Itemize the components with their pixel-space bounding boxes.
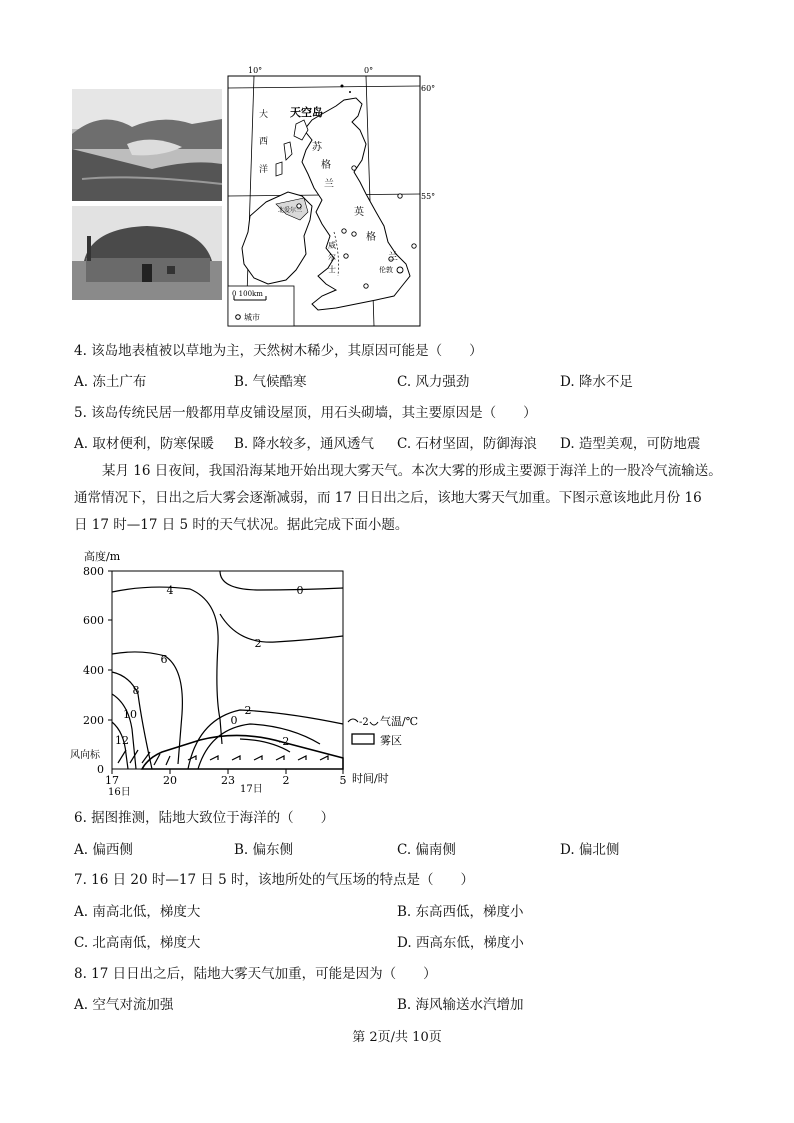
label-6: 6 bbox=[160, 653, 168, 666]
y-tick-400: 400 bbox=[83, 664, 104, 677]
q5-option-a[interactable]: A. 取材便利，防寒保暖 bbox=[74, 436, 214, 452]
day-17-label: 17日 bbox=[240, 784, 263, 795]
q5-option-b[interactable]: B. 降水较多，通风透气 bbox=[234, 436, 375, 452]
label-4: 4 bbox=[166, 584, 174, 597]
northern-ireland-label: 北爱尔兰 bbox=[278, 207, 303, 214]
skye-island-label: 天空岛 bbox=[290, 106, 323, 119]
q4-option-b[interactable]: B. 气候酷寒 bbox=[234, 374, 307, 390]
wind-vane-label: 风向标 bbox=[70, 750, 100, 761]
legend-fog-label: 雾区 bbox=[380, 734, 402, 747]
question-4-stem: 4. 该岛地表植被以草地为主，天然树木稀少，其原因可能是（ ） bbox=[74, 343, 483, 359]
lon-label-10: 10° bbox=[248, 66, 263, 75]
legend-temp-label: 气温/℃ bbox=[380, 715, 419, 728]
england-char-3: 兰 bbox=[388, 252, 398, 263]
england-char-2: 格 bbox=[366, 232, 376, 243]
scotland-char-3: 兰 bbox=[324, 179, 334, 190]
x-tick-20: 20 bbox=[163, 774, 177, 787]
scotland-char-2: 格 bbox=[321, 160, 331, 171]
page-footer: 第 2页/共 10页 bbox=[352, 1030, 442, 1045]
passage-line-3: 日 17 时—17 日 5 时的天气状况。据此完成下面小题。 bbox=[74, 517, 409, 533]
label-0-upper: 0 bbox=[296, 584, 304, 597]
london-label: 伦敦 bbox=[379, 266, 393, 274]
question-7-stem: 7. 16 日 20 时—17 日 5 时，该地所处的气压场的特点是（ ） bbox=[74, 872, 475, 888]
legend-city-label: 城市 bbox=[244, 313, 260, 322]
q4-option-c[interactable]: C. 风力强劲 bbox=[397, 374, 470, 390]
passage-line-1: 某月 16 日夜间，我国沿海某地开始出现大雾天气。本次大雾的形成主要源于海洋上的一股冷气流输送。 bbox=[102, 463, 722, 479]
lon-label-0: 0° bbox=[364, 66, 374, 75]
q6-option-b[interactable]: B. 偏东侧 bbox=[234, 842, 294, 858]
y-tick-200: 200 bbox=[83, 714, 104, 727]
q4-option-d[interactable]: D. 降水不足 bbox=[560, 374, 633, 390]
q7-option-c[interactable]: C. 北高南低，梯度大 bbox=[74, 935, 201, 951]
q7-option-d[interactable]: D. 西高东低，梯度小 bbox=[397, 935, 524, 951]
lat-label-60: 60° bbox=[421, 84, 436, 93]
q8-option-a[interactable]: A. 空气对流加强 bbox=[74, 997, 174, 1013]
label-0-lower: 0 bbox=[230, 714, 238, 727]
q4-option-a[interactable]: A. 冻土广布 bbox=[74, 374, 147, 390]
day-16-label: 16日 bbox=[108, 787, 131, 798]
question-5-stem: 5. 该岛传统民居一般都用草皮铺设屋顶，用石头砌墙，其主要原因是（ ） bbox=[74, 405, 537, 421]
y-tick-0: 0 bbox=[97, 763, 104, 776]
y-tick-600: 600 bbox=[83, 614, 104, 627]
q5-option-d[interactable]: D. 造型美观，可防地震 bbox=[560, 436, 701, 452]
sea-char-2: 西 bbox=[259, 137, 269, 147]
question-8-stem: 8. 17 日日出之后，陆地大雾天气加重，可能是因为（ ） bbox=[74, 966, 437, 982]
scotland-char-1: 苏 bbox=[312, 142, 322, 153]
label-12: 12 bbox=[115, 734, 129, 747]
wales-char-3: 士 bbox=[328, 265, 336, 274]
scale-bar-label: 0 100km bbox=[232, 290, 263, 298]
sea-char-3: 洋 bbox=[259, 165, 269, 175]
q7-option-b[interactable]: B. 东高西低，梯度小 bbox=[397, 904, 524, 920]
label-8: 8 bbox=[132, 684, 140, 697]
wales-char-1: 威 bbox=[328, 241, 336, 250]
q6-option-a[interactable]: A. 偏西侧 bbox=[74, 842, 133, 858]
passage bbox=[74, 458, 724, 539]
label-2-lower: 2 bbox=[244, 704, 252, 717]
x-axis-title: 时间/时 bbox=[352, 772, 389, 785]
label-neg2: -2 bbox=[278, 735, 290, 748]
label-10: 10 bbox=[123, 708, 137, 721]
question-6-stem: 6. 据图推测，陆地大致位于海洋的（ ） bbox=[74, 810, 335, 826]
weather-chart bbox=[70, 544, 419, 798]
q5-option-c[interactable]: C. 石材坚固，防御海浪 bbox=[397, 436, 537, 452]
passage-line-2: 通常情况下，日出之后大雾会逐渐减弱，而 17 日日出之后，该地大雾天气加重。下图示意该地此月份 16 bbox=[74, 490, 702, 506]
y-tick-800: 800 bbox=[83, 565, 104, 578]
sea-char-1: 大 bbox=[259, 110, 269, 120]
x-tick-5: 5 bbox=[339, 774, 347, 787]
cottage-photo bbox=[72, 206, 222, 300]
q8-option-b[interactable]: B. 海风输送水汽增加 bbox=[397, 997, 524, 1013]
x-tick-23: 23 bbox=[221, 774, 235, 787]
england-char-1: 英 bbox=[354, 207, 364, 218]
chart-y-title: 高度/m bbox=[84, 550, 121, 563]
x-tick-17: 17 bbox=[105, 774, 119, 787]
x-tick-2: 2 bbox=[282, 774, 290, 787]
location-map bbox=[226, 64, 436, 328]
legend-temp-sample: -2 bbox=[359, 717, 369, 728]
lat-label-55: 55° bbox=[421, 192, 436, 201]
q6-option-c[interactable]: C. 偏南侧 bbox=[397, 842, 456, 858]
q7-option-a[interactable]: A. 南高北低，梯度大 bbox=[74, 904, 201, 920]
landscape-photo bbox=[72, 89, 222, 201]
q6-option-d[interactable]: D. 偏北侧 bbox=[560, 842, 620, 858]
wales-char-2: 尔 bbox=[328, 253, 336, 262]
label-2-upper: 2 bbox=[254, 637, 262, 650]
